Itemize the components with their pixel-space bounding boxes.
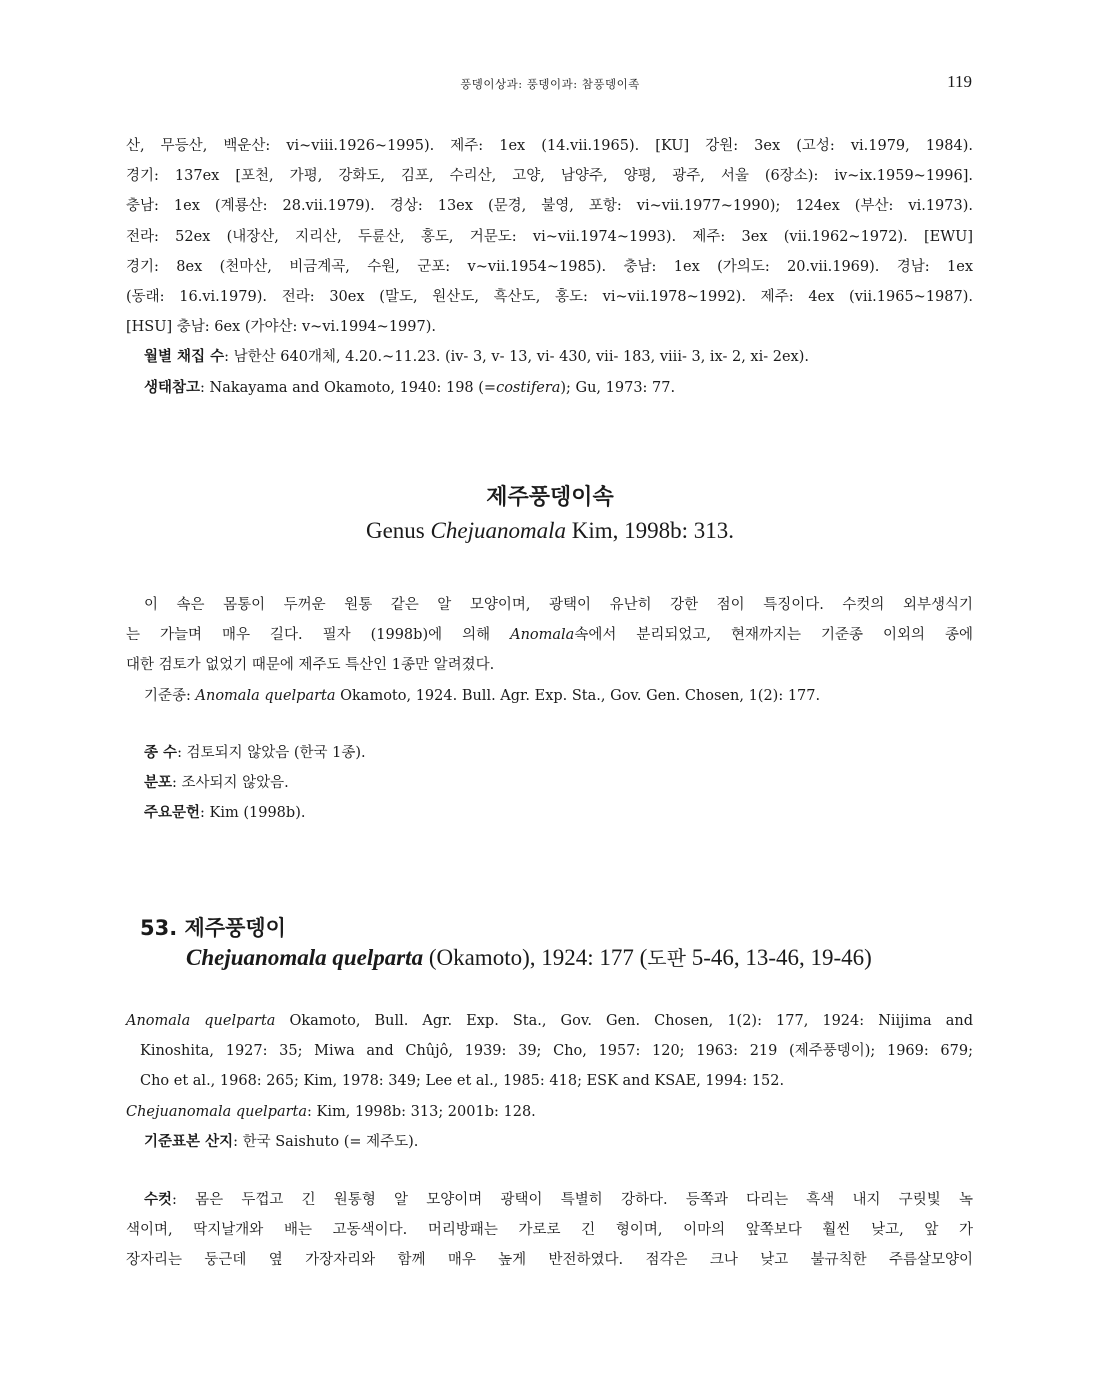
synonymy bbox=[126, 1006, 973, 1157]
references-text: : Kim (1998b). bbox=[200, 805, 306, 822]
ecology-text-a: : Nakayama and Okamoto, 1940: 198 (= bbox=[200, 379, 497, 396]
record-line: 전라: 52ex (내장산, 지리산, 두륜산, 홍도, 거문도: vi~vii.1974~1993). 제주: 3ex (vii.1962~1972). [EWU] bbox=[126, 228, 973, 245]
species-count bbox=[126, 738, 973, 768]
record-line: 경기: 8ex (천마산, 비금계곡, 수원, 군포: v~vii.1954~1985). 충남: 1ex (가의도: 20.vii.1969). 경남: 1ex bbox=[126, 258, 973, 275]
genus-title: 제주풍뎅이속 bbox=[486, 485, 614, 510]
record-line: 경기: 137ex [포천, 가평, 강화도, 김포, 수리산, 고양, 남양주, 양평, 광주, 서울 (6장소): iv~ix.1959~1996]. bbox=[126, 168, 973, 185]
monthly-text: : 남한산 640개체, 4.20.~11.23. (iv- 3, v- 13, vi- 430, vii- 183, viii- 3, ix- 2, xi- 2ex). bbox=[224, 349, 809, 366]
distribution-label: 분포 bbox=[144, 775, 173, 792]
type-locality-text: : 한국 Saishuto (= 제주도). bbox=[233, 1133, 419, 1150]
ecology-italic: costifera bbox=[496, 379, 561, 396]
species-count-text: : 검토되지 않았음 (한국 1종). bbox=[177, 745, 366, 761]
male-label: 수컷 bbox=[144, 1192, 173, 1208]
record-line: 산, 무등산, 백운산: vi~viii.1926~1995). 제주: 1ex (14.vii.1965). [KU] 강원: 3ex (고성: vi.1979, 1984). bbox=[126, 138, 973, 154]
record-line: [HSU] 충남: 6ex (가야산: v~vi.1994~1997). bbox=[126, 319, 436, 336]
genus-facts bbox=[126, 738, 973, 829]
type-italic: Anomala quelparta bbox=[195, 687, 336, 704]
species-heading: 53. 제주풍뎅이 bbox=[140, 916, 286, 940]
type-label: 기준종: bbox=[144, 687, 196, 704]
synonym-name: Anomala quelparta bbox=[126, 1013, 276, 1029]
species-scientific-name bbox=[186, 942, 872, 971]
plate-label: 도판 bbox=[647, 946, 686, 970]
references bbox=[126, 798, 973, 828]
species-author: (Okamoto), 1924: 177 ( bbox=[423, 945, 648, 970]
synonym-line bbox=[126, 1006, 973, 1036]
desc-line: 대한 검토가 없었기 때문에 제주도 특산인 1종만 알려졌다. bbox=[126, 657, 495, 674]
synonym-line bbox=[126, 1097, 973, 1127]
monthly-collection bbox=[126, 342, 973, 372]
synonym-name: Chejuanomala quelparta bbox=[126, 1103, 308, 1120]
genus-name: Chejuanomala bbox=[430, 518, 566, 543]
record-line: (동래: 16.vi.1979). 전라: 30ex (말도, 원산도, 흑산도, 홍도: vi~vii.1978~1992). 제주: 4ex (vii.1965~1987). bbox=[126, 288, 973, 305]
type-text: Okamoto, 1924. Bull. Agr. Exp. Sta., Gov. Gen. Chosen, 1(2): 177. bbox=[335, 687, 821, 704]
ecology-text-b: ); Gu, 1973: 77. bbox=[560, 379, 676, 396]
distribution bbox=[126, 768, 973, 798]
record-line: 충남: 1ex (계룡산: 28.vii.1979). 경상: 13ex (문경, 불영, 포항: vi~vii.1977~1990); 124ex (부산: vi.1973). bbox=[126, 198, 973, 215]
genus-prefix: Genus bbox=[365, 518, 431, 543]
desc-line: 이 속은 몸통이 두꺼운 원통 같은 알 모양이며, 광택이 유난히 강한 점이 특징이다. 수컷의 외부생식기 bbox=[144, 597, 973, 613]
genus-subtitle bbox=[0, 518, 1100, 544]
desc-text: 속에서 분리되었고, 현재까지는 기준종 이외의 종에 bbox=[574, 627, 973, 644]
male-line: 색이며, 딱지날개와 배는 고동색이다. 머리방패는 가로로 긴 형이며, 이마의 앞쪽보다 훨씬 낮고, 앞 가 bbox=[126, 1222, 973, 1239]
type-locality bbox=[126, 1127, 973, 1157]
synonym-line: Cho et al., 1968: 265; Kim, 1978: 349; Lee et al., 1985: 418; ESK and KSAE, 1994: 152. bbox=[140, 1073, 785, 1090]
male-text: : 몸은 두껍고 긴 원통형 알 모양이며 광택이 특별히 강하다. 등쪽과 다리는 흑색 내지 구릿빛 녹 bbox=[172, 1192, 973, 1208]
synonym-text: Okamoto, Bull. Agr. Exp. Sta., Gov. Gen. Chosen, 1(2): 177, 1924: Niijima and bbox=[275, 1013, 973, 1029]
specimen-records bbox=[126, 131, 973, 403]
genus-description bbox=[126, 590, 973, 711]
plate-refs: 5-46, 13-46, 19-46) bbox=[685, 945, 872, 970]
desc-line bbox=[126, 620, 973, 650]
distribution-text: : 조사되지 않았음. bbox=[172, 775, 289, 792]
type-locality-label: 기준표본 산지 bbox=[144, 1133, 234, 1150]
ecology-note bbox=[126, 373, 973, 403]
type-species bbox=[126, 681, 973, 711]
ecology-label: 생태참고 bbox=[144, 379, 201, 396]
species-count-label: 종 수 bbox=[144, 745, 178, 761]
species-name: Chejuanomala quelparta bbox=[186, 945, 424, 970]
monthly-label: 월별 채집 수 bbox=[144, 349, 225, 366]
running-header: 풍뎅이상과: 풍뎅이과: 참풍뎅이족 bbox=[460, 77, 640, 91]
male-line: 장자리는 둥근데 옆 가장자리와 함께 매우 높게 반전하였다. 점각은 크나 낮고 불규칙한 주름살모양이 bbox=[126, 1252, 973, 1269]
references-label: 주요문헌 bbox=[144, 805, 201, 822]
synonym-text: : Kim, 1998b: 313; 2001b: 128. bbox=[307, 1103, 536, 1120]
page-number: 119 bbox=[947, 72, 972, 91]
desc-text: 는 가늘며 매우 길다. 필자 (1998b)에 의해 bbox=[126, 627, 511, 644]
synonym-line: Kinoshita, 1927: 35; Miwa and Chûjô, 1939: 39; Cho, 1957: 120; 1963: 219 (제주풍뎅이); 1969: 679; bbox=[140, 1043, 973, 1060]
desc-italic: Anomala bbox=[510, 627, 575, 644]
genus-author: Kim, 1998b: 313. bbox=[565, 518, 734, 543]
male-description bbox=[126, 1185, 973, 1276]
male-line bbox=[126, 1185, 973, 1215]
